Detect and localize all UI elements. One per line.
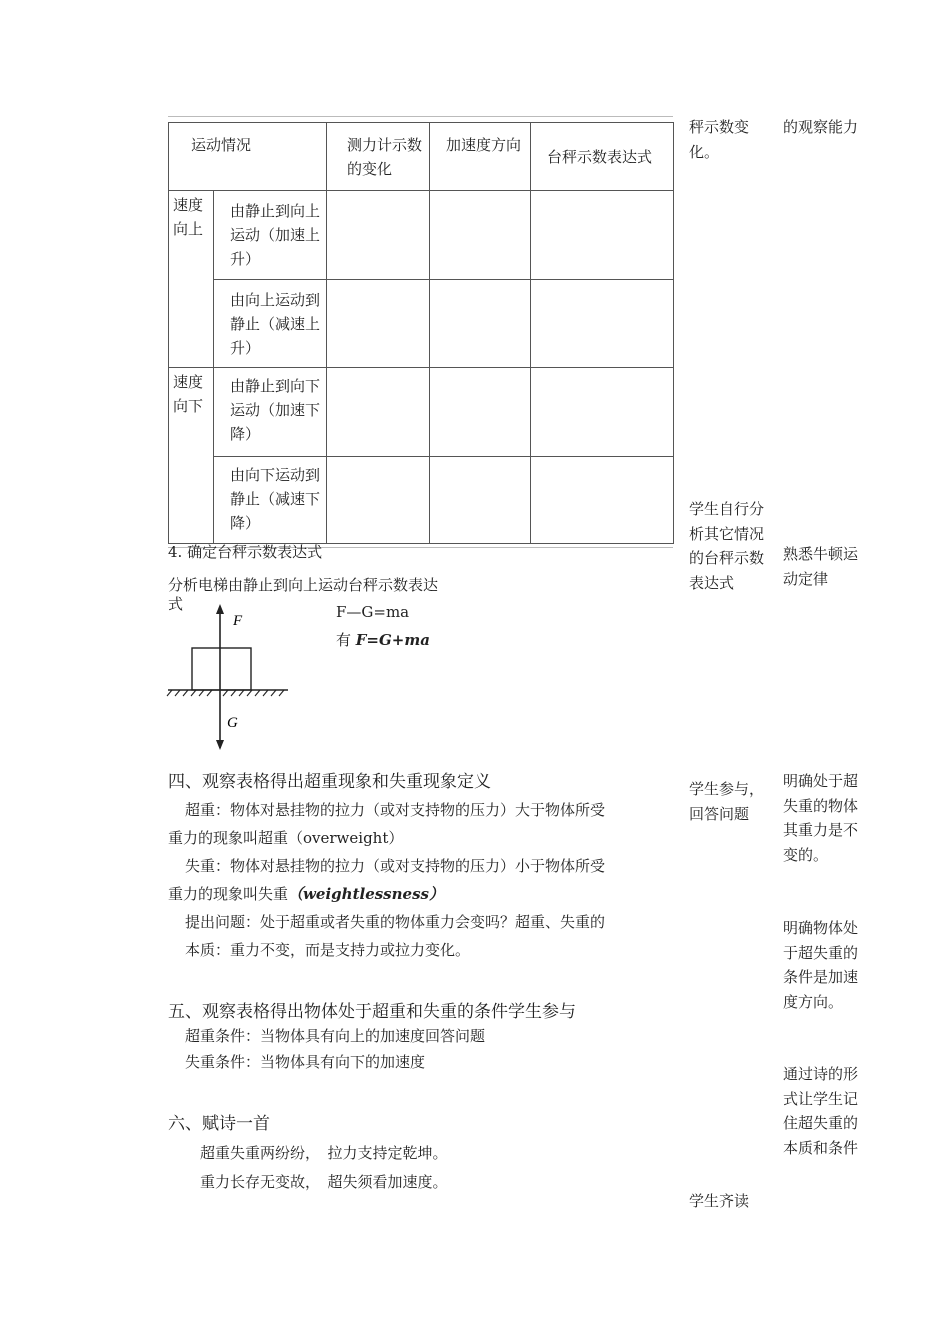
label-g: G [227, 715, 238, 731]
overweight-def-line1: 超重：物体对悬挂物的拉力（或对支持物的压力）大于物体所受 [185, 801, 606, 819]
table-cell [531, 280, 674, 368]
student-note-3: 学生参与，回答问题 [689, 780, 765, 823]
purpose-note-1: 的观察能力 [783, 118, 859, 136]
table-cell [327, 457, 430, 544]
equation-2-formula: F=G+ma [355, 631, 430, 649]
equation-2-prefix: 有 [336, 631, 356, 649]
force-f-arrow-head [216, 604, 224, 614]
motion-table [168, 122, 674, 544]
group-speed-down: 速度向下 [169, 368, 214, 544]
student-note-4: 学生齐读 [689, 1192, 750, 1210]
section-six-title: 六、赋诗一首 [168, 1114, 270, 1134]
weightless-condition: 失重条件：当物体具有向下的加速度 [185, 1053, 426, 1071]
table-cell [327, 368, 430, 457]
overweight-def-line2: 重力的现象叫超重（overweight） [168, 829, 404, 847]
row-label: 由静止到向下运动（加速下降） [214, 368, 327, 457]
force-g-arrow-head [216, 740, 224, 750]
row-label: 由静止到向上运动（加速上升） [214, 191, 327, 280]
question-line1: 提出问题：处于超重或者失重的物体重力会变吗？超重、失重的 [185, 913, 606, 931]
header-acceleration: 加速度方向 [430, 123, 531, 191]
weightless-term: （weightlessness） [288, 885, 444, 903]
section-five-title: 五、观察表格得出物体处于超重和失重的条件学生参与 [168, 1002, 576, 1022]
table-cell [430, 368, 531, 457]
weightless-def-line2: 重力的现象叫失重（weightlessness） [168, 885, 444, 903]
purpose-note-5: 通过诗的形式让学生记住超失重的本质和条件 [783, 1065, 859, 1157]
block-box [192, 648, 251, 690]
row-label: 由向上运动到静止（减速上升） [214, 280, 327, 368]
table-cell [430, 280, 531, 368]
section4-title: 4. 确定台秤示数表达式 [168, 543, 323, 561]
table-cell [430, 191, 531, 280]
purpose-note-3: 明确处于超失重的物体其重力是不变的。 [783, 772, 859, 864]
table-cell [430, 457, 531, 544]
equation-2 [336, 628, 430, 653]
poem-line1: 超重失重两纷纷， 拉力支持定乾坤。 [200, 1144, 448, 1162]
table-cell [531, 368, 674, 457]
frame-top-line [168, 116, 673, 117]
force-diagram [160, 600, 300, 760]
student-note-1: 秤示数变化。 [689, 118, 750, 161]
poem-line2: 重力长存无变故， 超失须看加速度。 [200, 1173, 448, 1191]
purpose-note-4: 明确物体处于超失重的条件是加速度方向。 [783, 919, 859, 1011]
table-cell [327, 191, 430, 280]
weightless-def-line1: 失重：物体对悬挂物的拉力（或对支持物的压力）小于物体所受 [185, 857, 606, 875]
header-expression: 台秤示数表达式 [531, 123, 674, 191]
table-cell [531, 457, 674, 544]
equation-1: F—G=ma [336, 603, 410, 621]
section-four-body [168, 796, 678, 964]
section4-desc-line1: 分析电梯由静止到向上运动台秤示数表达 [168, 576, 439, 594]
label-f: F [233, 613, 243, 629]
header-motion: 运动情况 [169, 123, 327, 191]
purpose-note-2: 熟悉牛顿运动定律 [783, 545, 859, 588]
overweight-condition: 超重条件：当物体具有向上的加速度回答问题 [185, 1027, 486, 1045]
group-speed-up: 速度向上 [169, 191, 214, 368]
table-cell [327, 280, 430, 368]
student-note-2: 学生自行分析其它情况的台秤示数表达式 [689, 500, 765, 592]
table-cell [531, 191, 674, 280]
row-label: 由向下运动到静止（减速下降） [214, 457, 327, 544]
header-dynamometer: 测力计示数的变化 [327, 123, 430, 191]
question-line2: 本质：重力不变，而是支持力或拉力变化。 [185, 941, 471, 959]
section-four-title: 四、观察表格得出超重现象和失重现象定义 [168, 772, 491, 792]
section4-desc-line2: 式 [168, 595, 184, 613]
ground-hatching [167, 690, 284, 696]
